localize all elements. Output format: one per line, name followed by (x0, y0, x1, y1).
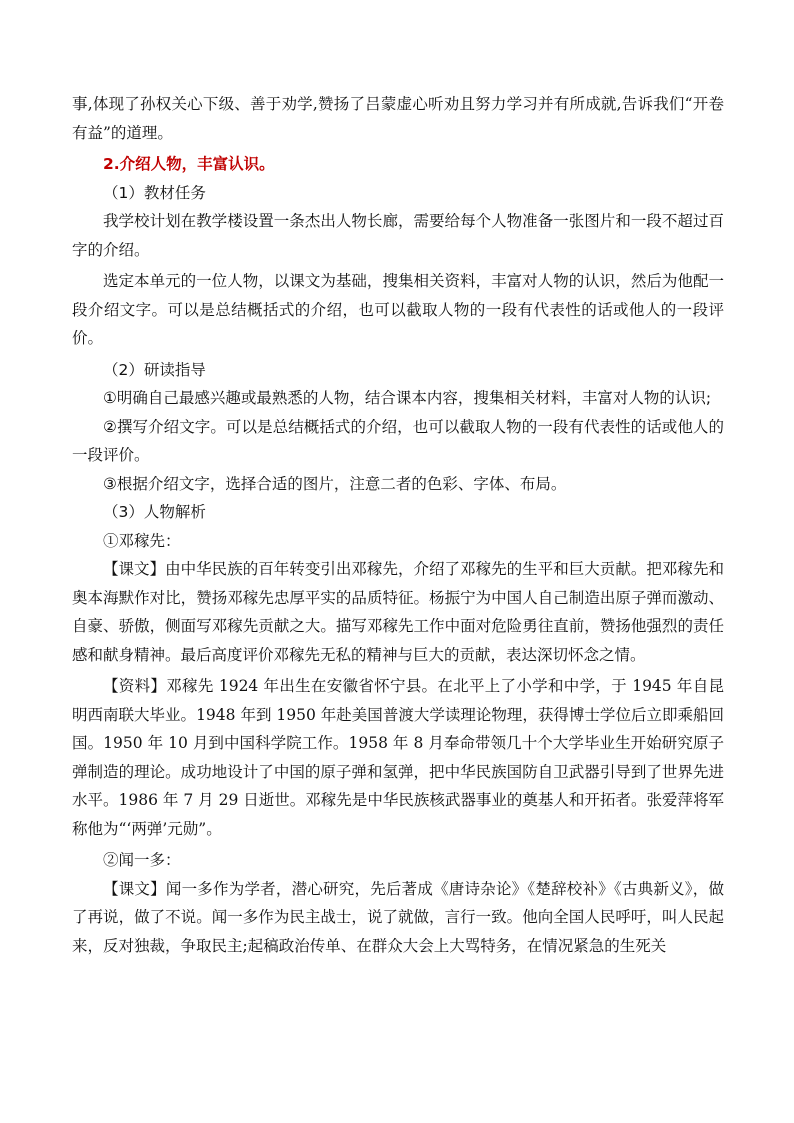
section-heading: 2.介绍人物，丰富认识。 (103, 155, 275, 173)
person-1-info: 【资料】邓稼先 1924 年出生在安徽省怀宁县。在北平上了小学和中学，于 1945 年自昆明西南联大毕业。1948 年到 1950 年赴美国普渡大学读理论物理，获得博士学位后立即乘船回国。1950 年 10 月到中国科学院工作。1958 年 8 月奉命带领几十个大学毕业生开始研究原子弹制造的理论。成功地设计了中国的原子弹和氢弹，把中华民族国防自卫武器引导到了世界先进水平。1986 年 7 月 29 日逝世。邓稼先是中华民族核武器事业的奠基人和开拓者。张爱萍将军称他为“‘两弹’元勋”。 (72, 677, 724, 838)
guide-title: （2）研读指导 (103, 360, 206, 379)
person-2-text: 【课文】闻一多作为学者，潜心研究，先后著成《唐诗杂论》《楚辞校补》《古典新义》，做了再说，做了不说。闻一多作为民主战士，说了就做，言行一致。他向全国人民呼吁，叫人民起来，反对独裁，争取民主;起稿政治传单、在群众大会上大骂特务，在情况紧急的生死关 (72, 879, 724, 955)
guide-item-3: ③根据介绍文字，选择合适的图片，注意二者的色彩、字体、布局。 (103, 474, 567, 493)
analysis-title: （3）人物解析 (103, 503, 206, 521)
person-1-name: ①邓稼先： (103, 531, 181, 550)
person-1-text: 【课文】由中华民族的百年转变引出邓稼先，介绍了邓稼先的生平和巨大贡献。把邓稼先和奥本海默作对比，赞扬邓稼先忠厚平实的品质特征。杨振宁为中国人自己制造出原子弹而激动、自豪、骄傲，侧面写邓稼先贡献之大。描写邓稼先工作中面对危险勇往直前，赞扬他强烈的责任感和献身精神。最后高度评价邓稼先无私的精神与巨大的贡献，表达深切怀念之情。 (72, 560, 724, 664)
intro-paragraph: 事,体现了孙权关心下级、善于劝学,赞扬了吕蒙虚心听劝且努力学习并有所成就,告诉我们“开卷有益”的道理。 (72, 95, 724, 142)
guide-item-2: ②撰写介绍文字。可以是总结概括式的介绍，也可以截取人物的一段有代表性的话或他人的一段评价。 (72, 417, 724, 464)
task-title: （1）教材任务 (103, 183, 206, 202)
guide-item-1: ①明确自己最感兴趣或最熟悉的人物，结合课本内容，搜集相关材料，丰富对人物的认识; (103, 389, 712, 407)
person-2-name: ②闻一多： (103, 851, 181, 869)
document-page (72, 90, 724, 960)
task-paragraph-2: 选定本单元的一位人物，以课文为基础，搜集相关资料，丰富对人物的认识，然后为他配一段介绍文字。可以是总结概括式的介绍，也可以截取人物的一段有代表性的话或他人的一段评价。 (72, 272, 724, 347)
task-paragraph-1: 我学校计划在教学楼设置一条杰出人物长廊，需要给每个人物准备一张图片和一段不超过百字的介绍。 (72, 212, 724, 259)
